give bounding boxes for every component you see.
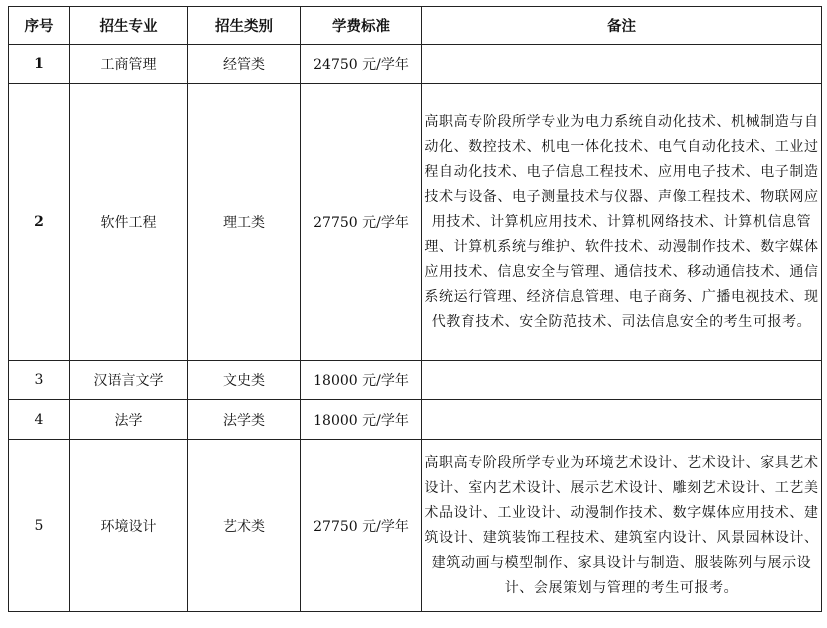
row-fee: 18000 元/学年 — [301, 400, 422, 440]
header-note: 备注 — [422, 7, 822, 45]
row-major: 法学 — [70, 400, 188, 440]
table-header-row — [9, 7, 822, 45]
row-major: 环境设计 — [70, 440, 188, 612]
row-note: 高职高专阶段所学专业为环境艺术设计、艺术设计、家具艺术设计、室内艺术设计、展示艺术设计、雕刻艺术设计、工艺美术品设计、工业设计、动漫制作技术、数字媒体应用技术、建筑设计、建筑装饰工程技术、建筑室内设计、风景园林设计、建筑动画与模型制作、家具设计与制造、服装陈列与展示设计、会展策划与管理的考生可报考。 — [422, 440, 822, 612]
row-category: 经管类 — [188, 45, 301, 84]
table-row — [9, 84, 822, 361]
row-category: 文史类 — [188, 361, 301, 400]
header-category: 招生类别 — [188, 7, 301, 45]
header-index: 序号 — [9, 7, 70, 45]
row-category: 艺术类 — [188, 440, 301, 612]
row-fee: 27750 元/学年 — [301, 84, 422, 361]
row-category: 理工类 — [188, 84, 301, 361]
table-row — [9, 440, 822, 612]
row-index: 5 — [9, 440, 70, 612]
row-note — [422, 45, 822, 84]
admissions-table — [8, 6, 822, 612]
row-major: 软件工程 — [70, 84, 188, 361]
row-index: 2 — [9, 84, 70, 361]
row-index: 1 — [9, 45, 70, 84]
row-index: 3 — [9, 361, 70, 400]
table-row — [9, 361, 822, 400]
row-fee: 24750 元/学年 — [301, 45, 422, 84]
row-note — [422, 400, 822, 440]
row-major: 汉语言文学 — [70, 361, 188, 400]
row-fee: 18000 元/学年 — [301, 361, 422, 400]
row-note: 高职高专阶段所学专业为电力系统自动化技术、机械制造与自动化、数控技术、机电一体化技术、电气自动化技术、工业过程自动化技术、电子信息工程技术、应用电子技术、电子制造技术与设备、电子测量技术与仪器、声像工程技术、物联网应用技术、计算机应用技术、计算机网络技术、计算机信息管理、计算机系统与维护、软件技术、动漫制作技术、数字媒体应用技术、信息安全与管理、通信技术、移动通信技术、通信系统运行管理、经济信息管理、电子商务、广播电视技术、现代教育技术、安全防范技术、司法信息安全的考生可报考。 — [422, 84, 822, 361]
row-major: 工商管理 — [70, 45, 188, 84]
header-fee: 学费标准 — [301, 7, 422, 45]
row-fee: 27750 元/学年 — [301, 440, 422, 612]
table-row — [9, 45, 822, 84]
row-index: 4 — [9, 400, 70, 440]
header-major: 招生专业 — [70, 7, 188, 45]
row-category: 法学类 — [188, 400, 301, 440]
table-row — [9, 400, 822, 440]
row-note — [422, 361, 822, 400]
